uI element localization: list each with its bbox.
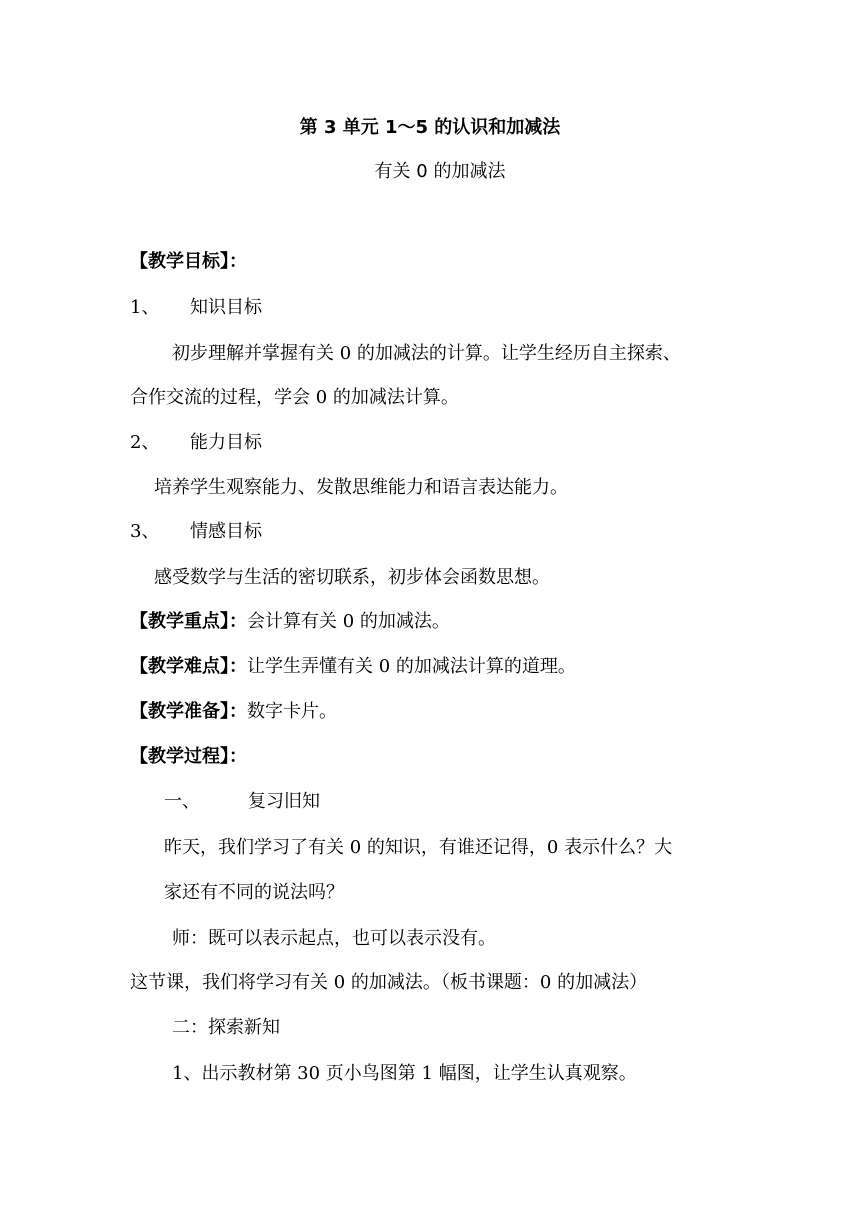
objective-ability-text: 培养学生观察能力、发散思维能力和语言表达能力。 (154, 477, 568, 498)
objective-emotion-label: 情感目标 (190, 521, 262, 542)
review-teacher-answer: 师：既可以表示起点，也可以表示没有。 (172, 928, 496, 949)
key-point-text: 会计算有关 0 的加减法。 (247, 611, 450, 632)
objective-knowledge-text-line1: 初步理解并掌握有关 0 的加减法的计算。让学生经历自主探索、 (172, 343, 681, 364)
page-title: 第 3 单元 1～5 的认识和加减法 (299, 117, 561, 138)
preparation (130, 700, 337, 724)
review-number: 一、 (164, 791, 200, 812)
objective-knowledge-number: 1、 (130, 297, 160, 318)
difficulty (130, 655, 576, 679)
preparation-text: 数字卡片。 (247, 701, 337, 722)
key-point (130, 610, 450, 634)
objective-ability-label: 能力目标 (190, 432, 262, 453)
review-section (164, 790, 320, 814)
objective-emotion-text: 感受数学与生活的密切联系，初步体会函数思想。 (154, 567, 550, 588)
objective-knowledge (130, 296, 262, 320)
objective-knowledge-text-line2: 合作交流的过程，学会 0 的加减法计算。 (130, 387, 459, 408)
review-label: 复习旧知 (248, 791, 320, 812)
preparation-heading: 【教学准备】： (130, 701, 247, 722)
lesson-intro: 这节课，我们将学习有关 0 的加减法。（板书课题：0 的加减法） (130, 972, 648, 993)
objective-ability-number: 2、 (130, 432, 160, 453)
page-subtitle: 有关 0 的加减法 (374, 161, 506, 182)
review-question-line2: 家还有不同的说法吗？ (164, 882, 344, 903)
objectives-heading: 【教学目标】： (130, 251, 247, 272)
review-question-line1: 昨天，我们学习了有关 0 的知识，有谁还记得，0 表示什么？大 (164, 837, 673, 858)
objective-emotion-number: 3、 (130, 521, 160, 542)
process-heading: 【教学过程】： (130, 746, 247, 767)
objective-ability (130, 431, 262, 455)
difficulty-text: 让学生弄懂有关 0 的加减法计算的道理。 (247, 656, 576, 677)
explore-step-1: 1、出示教材第 30 页小鸟图第 1 幅图，让学生认真观察。 (172, 1063, 637, 1084)
difficulty-heading: 【教学难点】： (130, 656, 247, 677)
explore-heading: 二：探索新知 (172, 1017, 280, 1038)
objective-emotion (130, 520, 262, 544)
key-point-heading: 【教学重点】： (130, 611, 247, 632)
objective-knowledge-label: 知识目标 (190, 297, 262, 318)
